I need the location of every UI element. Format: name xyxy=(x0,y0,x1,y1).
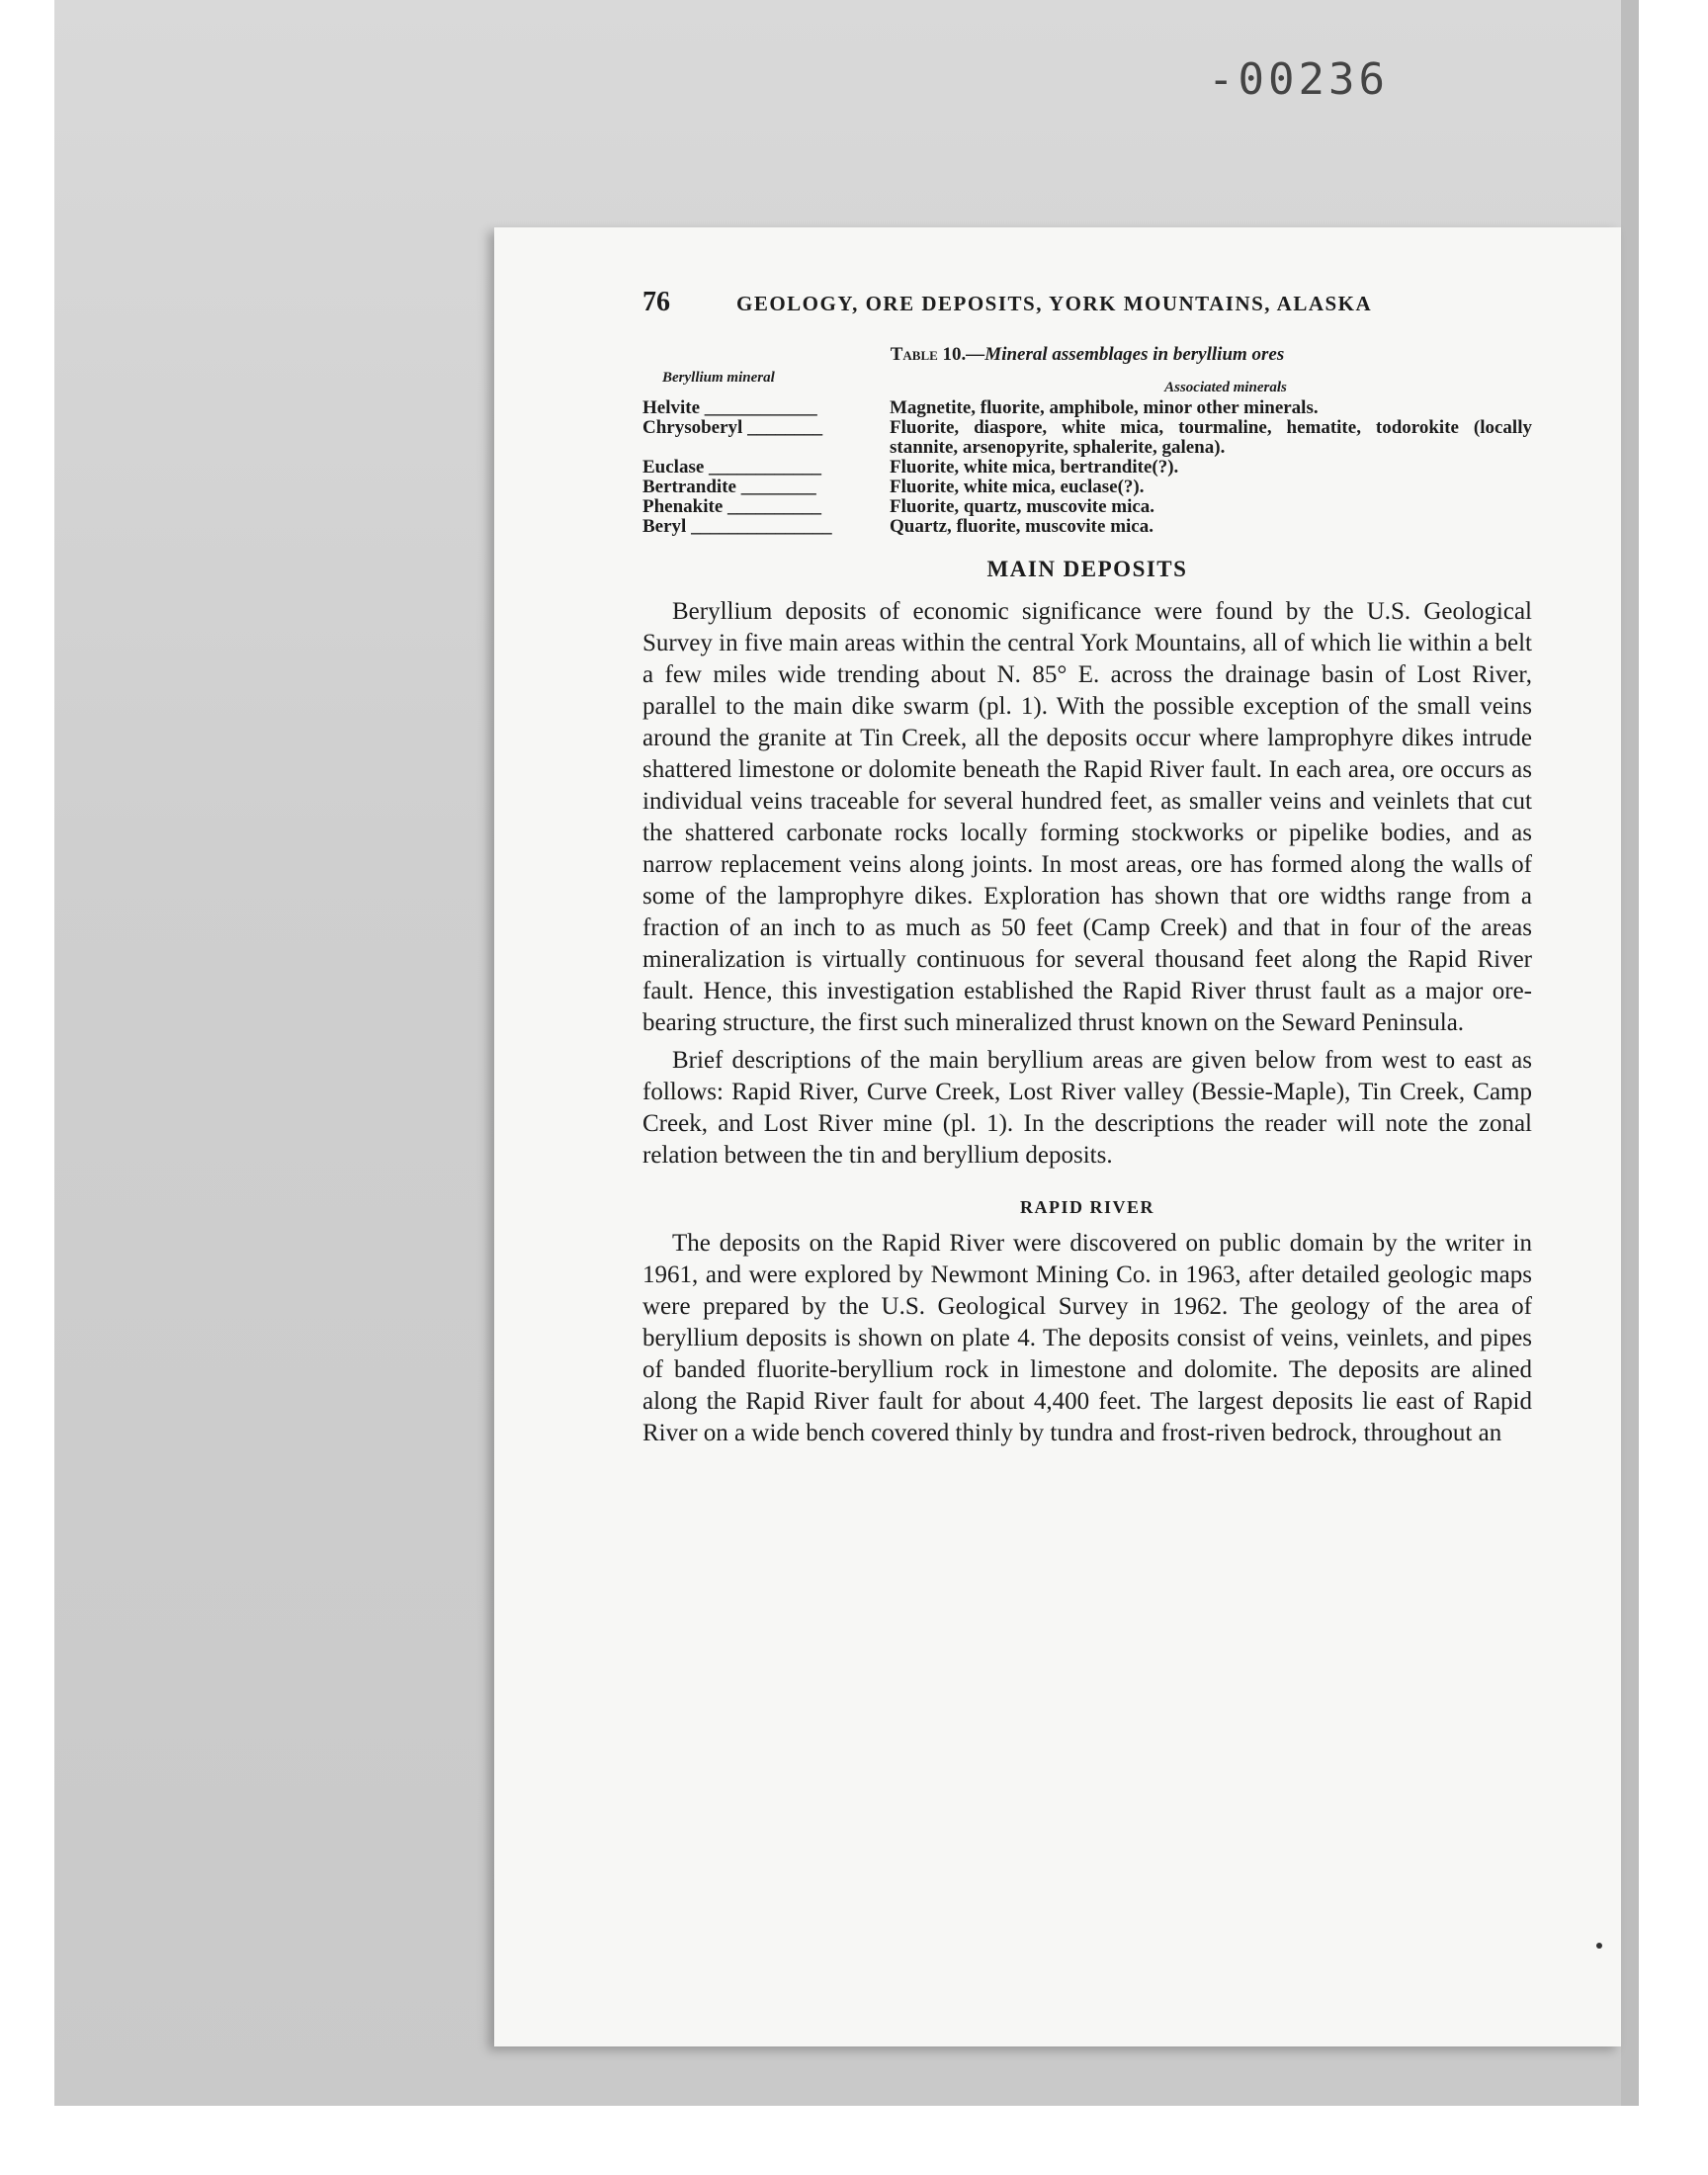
section-heading-rapid-river: RAPID RIVER xyxy=(1019,1197,1154,1217)
mineral-name: Chrysoberyl xyxy=(642,418,743,438)
page-content xyxy=(642,287,1532,1455)
column-header-mineral: Beryllium mineral xyxy=(662,370,775,386)
mineral-name: Beryl xyxy=(642,517,687,537)
associated-minerals: Fluorite, diaspore, white mica, tourmaline, hematite, todorokite (locally stannite, arsenopyrite, sphalerite, galena). xyxy=(890,417,1532,458)
book-page xyxy=(494,227,1621,2046)
table-caption xyxy=(642,344,1532,366)
leader-dots: ________ xyxy=(742,418,823,438)
associated-minerals: Fluorite, white mica, bertrandite(?). xyxy=(890,457,1179,478)
mineral-name: Phenakite xyxy=(642,497,724,517)
associated-minerals: Magnetite, fluorite, amphibole, minor other minerals. xyxy=(890,397,1319,418)
paragraph: The deposits on the Rapid River were discovered on public domain by the writer in 1961, and were explored by Newmont Mining Co. in 1963, after detailed geologic maps were prepared by the U.S. Geological Survey in 1962. The geology of the area of beryllium deposits is shown on plate 4. The deposits consist of veins, veinlets, and pipes of banded fluorite-beryllium rock in limestone and dolomite. The deposits are alined along the Rapid River fault for about 4,400 feet. The largest deposits lie east of Rapid River on a wide bench covered thinly by tundra and frost-riven bedrock, throughout an xyxy=(642,1230,1532,1446)
archive-stamp: -00236 xyxy=(1208,54,1389,105)
table-row xyxy=(642,497,1532,517)
table-row xyxy=(642,418,1532,458)
mineral-name: Bertrandite xyxy=(642,478,736,497)
table-row xyxy=(642,458,1532,478)
table-label: Table 10. xyxy=(890,344,967,365)
running-title: GEOLOGY, ORE DEPOSITS, YORK MOUNTAINS, ALASKA xyxy=(736,292,1373,315)
paragraph: Beryllium deposits of economic significance were found by the U.S. Geological Survey in five main areas within the central York Mountains, all of which lie within a belt a few miles wide trending about N. 85° E. across the drainage basin of Lost River, parallel to the main dike swarm (pl. 1). With the possible exception of the small veins around the granite at Tin Creek, all the deposits occur where lamprophyre dikes intrude shattered limestone or dolomite beneath the Rapid River fault. In each area, ore occurs as individual veins traceable for several hundred feet, as smaller veins and veinlets that cut the shattered carbonate rocks locally forming stockworks or pipelike bodies, and as narrow replacement veins along joints. In most areas, ore has formed along the walls of some of the lamprophyre dikes. Exploration has shown that ore widths range from a fraction of an inch to as much as 50 feet (Camp Creek) and that in four of the areas mineralization is virtually continuous for several thousand feet along the Rapid River fault. Hence, this investigation established the Rapid River thrust fault as a major ore-bearing structure, the first such mineralized thrust known on the Seward Peninsula. xyxy=(642,598,1532,1036)
associated-minerals: Fluorite, white mica, euclase(?). xyxy=(890,477,1145,497)
leader-dots: ________ xyxy=(735,478,816,497)
running-head xyxy=(642,287,1532,326)
table-row xyxy=(642,478,1532,497)
table-row xyxy=(642,517,1532,537)
page-number: 76 xyxy=(642,287,670,317)
associated-minerals: Quartz, fluorite, muscovite mica. xyxy=(890,516,1153,537)
mineral-name: Euclase xyxy=(642,458,705,478)
leader-dots: ____________ xyxy=(704,458,822,478)
leader-dots: __________ xyxy=(723,497,822,517)
table-column-headers xyxy=(642,370,1532,396)
column-header-associated: Associated minerals xyxy=(1164,380,1287,395)
paragraph: Brief descriptions of the main beryllium areas are given below from west to east as follows: Rapid River, Curve Creek, Lost River valley (Bessie-Maple), Tin Creek, Camp Creek, and Lost River mine (pl. 1). In the descriptions the reader will note the zonal relation between the tin and beryllium deposits. xyxy=(642,1047,1532,1169)
mineral-name: Helvite xyxy=(642,398,701,418)
leader-dots: ____________ xyxy=(700,398,817,418)
table-row xyxy=(642,398,1532,418)
scan-speck xyxy=(1596,1943,1602,1949)
associated-minerals: Fluorite, quartz, muscovite mica. xyxy=(890,496,1155,517)
section-heading-main-deposits: MAIN DEPOSITS xyxy=(986,557,1188,581)
scan-edge xyxy=(1621,0,1639,2106)
mineral-table xyxy=(642,398,1532,537)
table-title: —Mineral assemblages in beryllium ores xyxy=(966,344,1285,365)
leader-dots: _______________ xyxy=(686,517,832,537)
